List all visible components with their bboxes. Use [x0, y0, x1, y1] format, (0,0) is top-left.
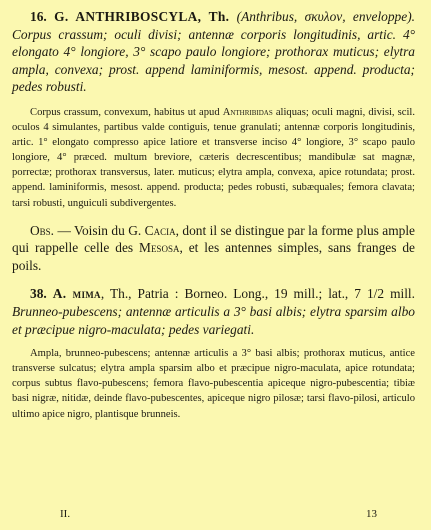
genus-description [12, 105, 415, 211]
species-details: , Th., Patria : Borneo. Long., 19 mill.; lat., 7 1/2 mill. [100, 286, 415, 302]
genus-label: G. ANTHRIBOSCYLA [54, 9, 198, 24]
genus-description-start: Corpus crassum, convexum, habitus ut apud [30, 106, 223, 118]
species-label: A. mima [52, 286, 101, 302]
genus-entry [12, 8, 415, 96]
observation-genus-cacia: G. Cacia [128, 222, 176, 238]
page-number: 13 [366, 508, 377, 520]
species-entry [12, 285, 415, 338]
genus-author: , Th. [197, 9, 230, 24]
signature-mark: II. [60, 508, 71, 520]
observation-text-3: , et les antennes simples, sans franges de poils. [12, 240, 415, 273]
observation-label: Obs. [30, 222, 55, 238]
observation-text-2: , dont il se distingue par la forme plus ample qui rappelle celle des [12, 222, 416, 256]
species-number: 38. [30, 286, 47, 302]
genus-number: 16. [30, 9, 47, 24]
species-description: Ampla, brunneo-pubescens; antennæ articulis a 3° basi albis; prothorax muticus, antice transverse sulcatus; elytra ampla sparsim albo et præcipue nigro-maculata, apice rotundata; corpus subtus flavo-pubescens; femora flavo-pubescentia apiceque nigro-pubescentia; tibiæ basi nigræ, nitidæ, deinde flavo-pubescentes, apiceque nigro pilosæ; tarsi flavo-pilosi, articulo ultimo apice nigro, plantisque brunneis. [12, 348, 415, 420]
genus-diagnosis: Corpus crassum; oculi divisi; antennæ corporis longitudinis, artic. 4° elongato 4° longiore, 3° scapo paulo longiore; prothorax muticus; elytra ampla, convexa; prost. append laminiformis, mesost. append. producta; pedes robusti. [12, 26, 415, 95]
observation-text-1: — Voisin du [54, 222, 129, 238]
genus-description-reference: Anthribidas [222, 106, 273, 118]
observation-note [12, 222, 415, 275]
observation-genus-mesosa: Mesosa [139, 240, 180, 256]
genus-description-rest: aliquas; oculi magni, divisi, scil. oculos 4 simulantes, partibus valde contiguis, tenue granulati; antennæ corporis longitudinis, artic. 1° elongato compresso apice latiore et transverse inciso 4° longiore, 3° scapo paulo longiore, 4° præced. multum breviore, cæteris decrescentibus; mandibulæ sat magnæ, porrectæ; prothorax transversus, later. muticus; elytra ampla, convexa, apice rotundata; prost. append. laminiformis, mesost. append. producta; pedes robusti, subæquales; femora clavata; tarsi robusti, unguiculi subdivergentes. [12, 106, 415, 209]
species-diagnosis: Brunneo-pubescens; antennæ articulis a 3° basi albis; elytra sparsim albo et præcipue nigro-maculata; pedes variegati. [12, 304, 415, 337]
genus-etymology: (Anthribus, σκυλον, enveloppe). [229, 9, 415, 24]
